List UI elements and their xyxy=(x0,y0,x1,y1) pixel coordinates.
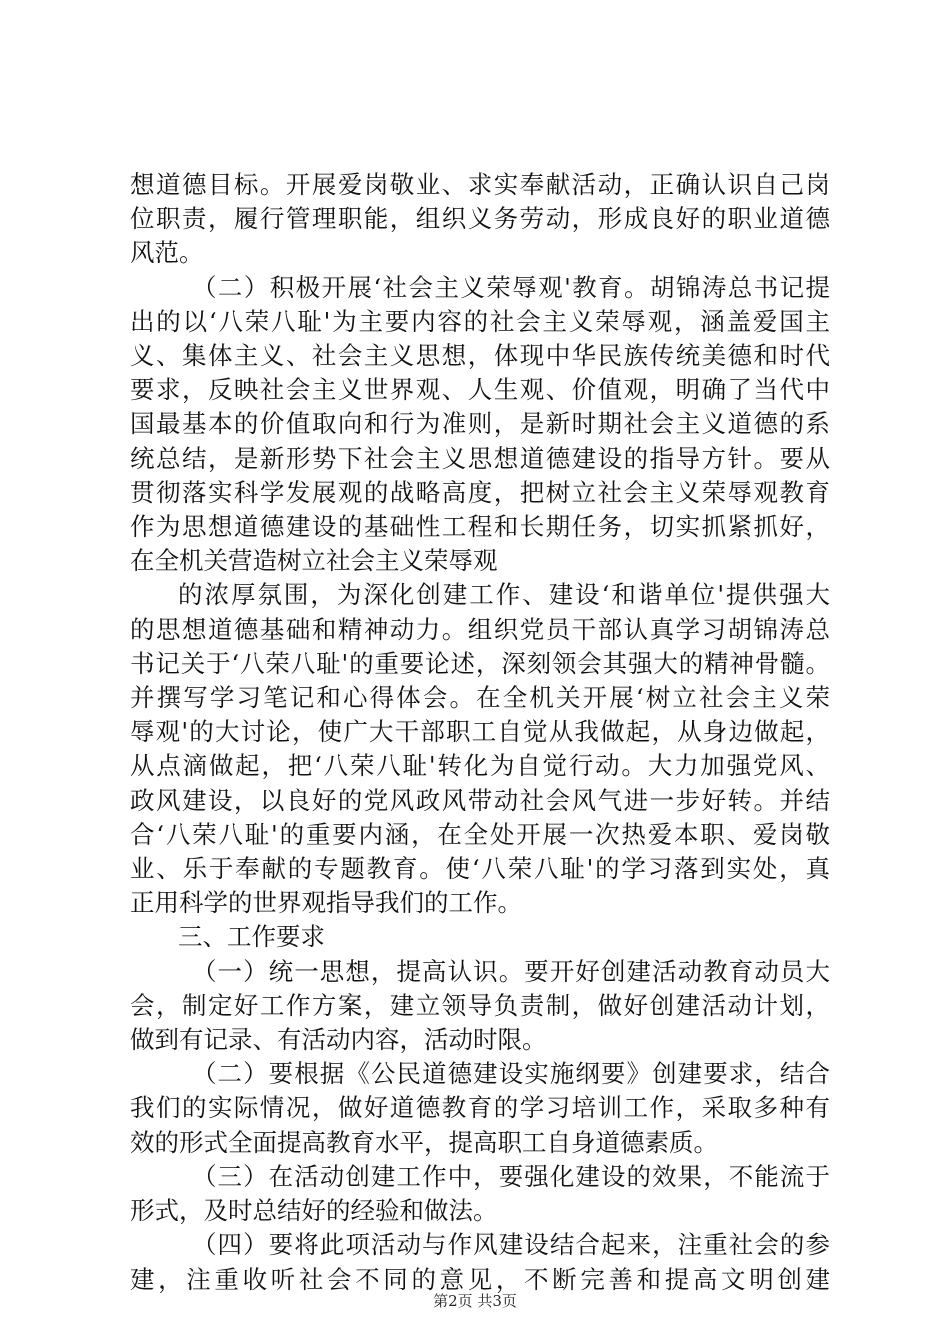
body-line: （二）要根据《公民道德建设实施纲要》创建要求，结合 xyxy=(192,1059,830,1089)
body-line: 业、乐于奉献的专题教育。使‘八荣八耻'的学习落到实处，真 xyxy=(130,854,830,884)
body-line: 贯彻落实科学发展观的战略高度，把树立社会主义荣辱观教育 xyxy=(130,477,830,507)
document-body xyxy=(130,168,830,1297)
body-line: 的浓厚氛围，为深化创建工作、建设‘和谐单位'提供强大 xyxy=(178,580,830,610)
body-line: （三）在活动创建工作中，要强化建设的效果，不能流于 xyxy=(192,1161,830,1191)
body-line: （四）要将此项活动与作风建设结合起来，注重社会的参 xyxy=(192,1230,830,1260)
body-line: 建，注重收听社会不同的意见，不断完善和提高文明创建 xyxy=(130,1264,830,1294)
body-line: 作为思想道德建设的基础性工程和长期任务，切实抓紧抓好， xyxy=(130,512,830,542)
body-line: 辱观'的大讨论，使广大干部职工自觉从我做起，从身边做起， xyxy=(130,717,830,747)
body-line: 位职责，履行管理职能，组织义务劳动，形成良好的职业道德 xyxy=(130,204,830,234)
body-line: 想道德目标。开展爱岗敬业、求实奉献活动，正确认识自己岗 xyxy=(130,170,830,199)
body-line: 合‘八荣八耻'的重要内涵，在全处开展一次热爱本职、爱岗敬 xyxy=(130,819,830,849)
body-line: （一）统一思想，提高认识。要开好创建活动教育动员大 xyxy=(192,956,830,986)
section-heading: 三、工作要求 xyxy=(178,922,325,952)
body-line: 效的形式全面提高教育水平，提高职工自身道德素质。 xyxy=(130,1127,718,1157)
body-line: 出的以‘八荣八耻'为主要内容的社会主义荣辱观，涵盖爱国主 xyxy=(130,306,830,336)
body-line: 形式，及时总结好的经验和做法。 xyxy=(130,1196,498,1226)
body-line: 会，制定好工作方案，建立领导负责制，做好创建活动计划， xyxy=(130,990,830,1020)
body-line: 我们的实际情况，做好道德教育的学习培训工作，采取多种有 xyxy=(130,1093,830,1123)
body-line: 正用科学的世界观指导我们的工作。 xyxy=(130,888,522,918)
body-line: （二）积极开展‘社会主义荣辱观'教育。胡锦涛总书记提 xyxy=(192,272,830,302)
body-line: 国最基本的价值取向和行为准则，是新时期社会主义道德的系 xyxy=(130,409,830,439)
body-line: 做到有记录、有活动内容，活动时限。 xyxy=(130,1025,547,1055)
body-line: 从点滴做起，把‘八荣八耻'转化为自觉行动。大力加强党风、 xyxy=(130,751,830,781)
body-line: 并撰写学习笔记和心得体会。在全机关开展‘树立社会主义荣 xyxy=(130,683,830,713)
body-line: 在全机关营造树立社会主义荣辱观 xyxy=(130,546,498,576)
body-line: 要求，反映社会主义世界观、人生观、价值观，明确了当代中 xyxy=(130,375,830,405)
page-number-footer: 第2页 共3页 xyxy=(433,1292,517,1310)
body-line: 义、集体主义、社会主义思想，体现中华民族传统美德和时代 xyxy=(130,341,830,371)
body-line: 书记关于‘八荣八耻'的重要论述，深刻领会其强大的精神骨髓。 xyxy=(130,648,830,678)
body-line: 风范。 xyxy=(130,238,204,268)
body-line: 的思想道德基础和精神动力。组织党员干部认真学习胡锦涛总 xyxy=(130,614,830,644)
body-line: 统总结，是新形势下社会主义思想道德建设的指导方针。要从 xyxy=(130,443,830,473)
body-line: 政风建设，以良好的党风政风带动社会风气进一步好转。并结 xyxy=(130,785,830,815)
